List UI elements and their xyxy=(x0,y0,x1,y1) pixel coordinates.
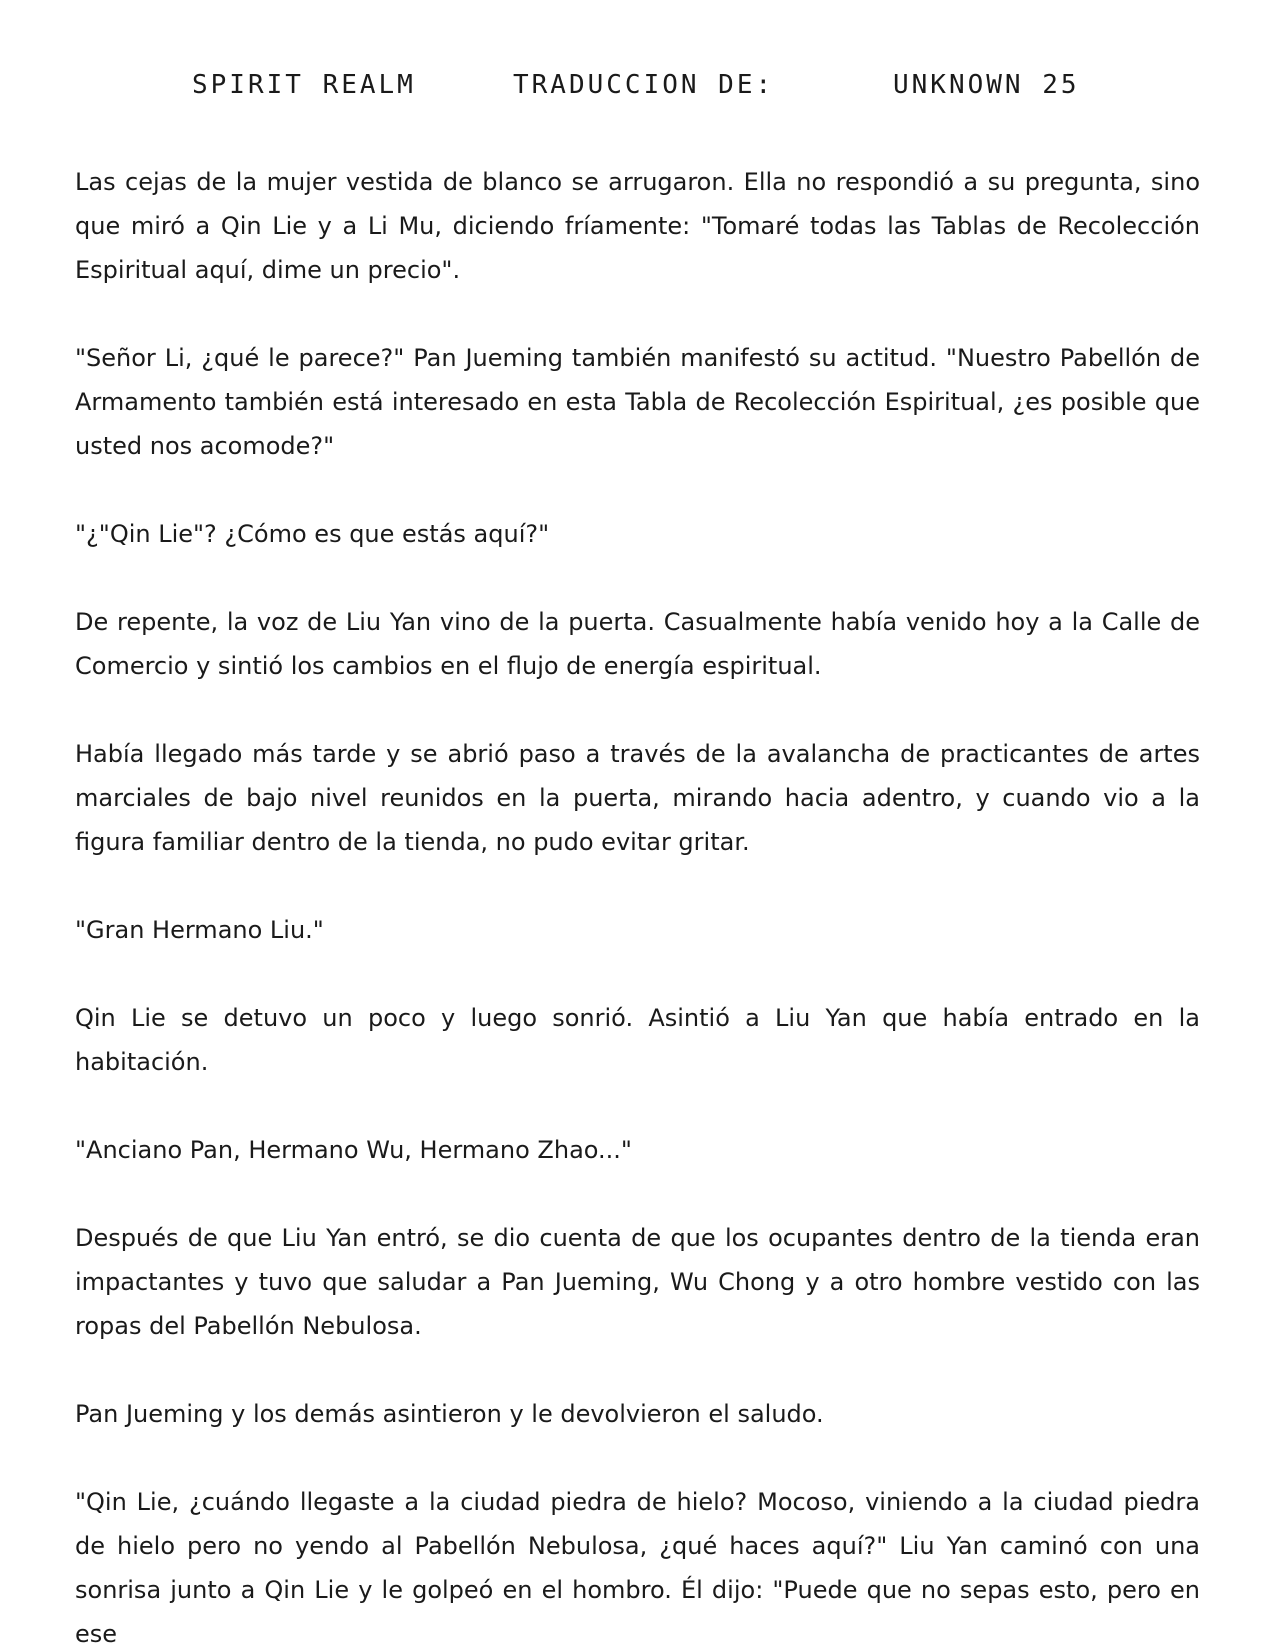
header-title: SPIRIT REALM xyxy=(192,70,416,100)
paragraph: De repente, la voz de Liu Yan vino de la puerta. Casualmente había venido hoy a la Calle de Comercio y sintió los cambios en el flujo de energía espiritual. xyxy=(75,608,1200,680)
paragraph: "¿"Qin Lie"? ¿Cómo es que estás aquí?" xyxy=(75,520,550,548)
paragraph: "Gran Hermano Liu." xyxy=(75,916,324,944)
paragraph: "Señor Li, ¿qué le parece?" Pan Jueming también manifestó su actitud. "Nuestro Pabellón de Armamento también está interesado en esta Tabla de Recolección Espiritual, ¿es posible que usted nos acomode?" xyxy=(75,344,1200,460)
paragraph: Después de que Liu Yan entró, se dio cuenta de que los ocupantes dentro de la tienda eran impactantes y tuvo que saludar a Pan Jueming, Wu Chong y a otro hombre vestido con las ropas del Pabellón Nebulosa. xyxy=(75,1224,1200,1340)
paragraph: Pan Jueming y los demás asintieron y le devolvieron el saludo. xyxy=(75,1400,824,1428)
paragraph: "Anciano Pan, Hermano Wu, Hermano Zhao..." xyxy=(75,1136,632,1164)
paragraph: Qin Lie se detuvo un poco y luego sonrió. Asintió a Liu Yan que había entrado en la habitación. xyxy=(75,1004,1200,1076)
page-header xyxy=(0,70,1275,110)
paragraph: "Qin Lie, ¿cuándo llegaste a la ciudad piedra de hielo? Mocoso, viniendo a la ciudad piedra de hielo pero no yendo al Pabellón Nebulosa, ¿qué haces aquí?" Liu Yan caminó con una sonrisa junto a Qin Lie y le golpeó en el hombro. Él dijo: "Puede que no sepas esto, pero en ese xyxy=(75,1488,1200,1648)
document-body xyxy=(75,160,1200,1650)
header-translator: UNKNOWN 25 xyxy=(893,70,1080,100)
header-translation-label: TRADUCCION DE: xyxy=(513,70,775,100)
paragraph: Las cejas de la mujer vestida de blanco se arrugaron. Ella no respondió a su pregunta, sino que miró a Qin Lie y a Li Mu, diciendo fríamente: "Tomaré todas las Tablas de Recolección Espiritual aquí, dime un precio". xyxy=(75,168,1200,284)
paragraph: Había llegado más tarde y se abrió paso a través de la avalancha de practicantes de artes marciales de bajo nivel reunidos en la puerta, mirando hacia adentro, y cuando vio a la figura familiar dentro de la tienda, no pudo evitar gritar. xyxy=(75,740,1200,856)
